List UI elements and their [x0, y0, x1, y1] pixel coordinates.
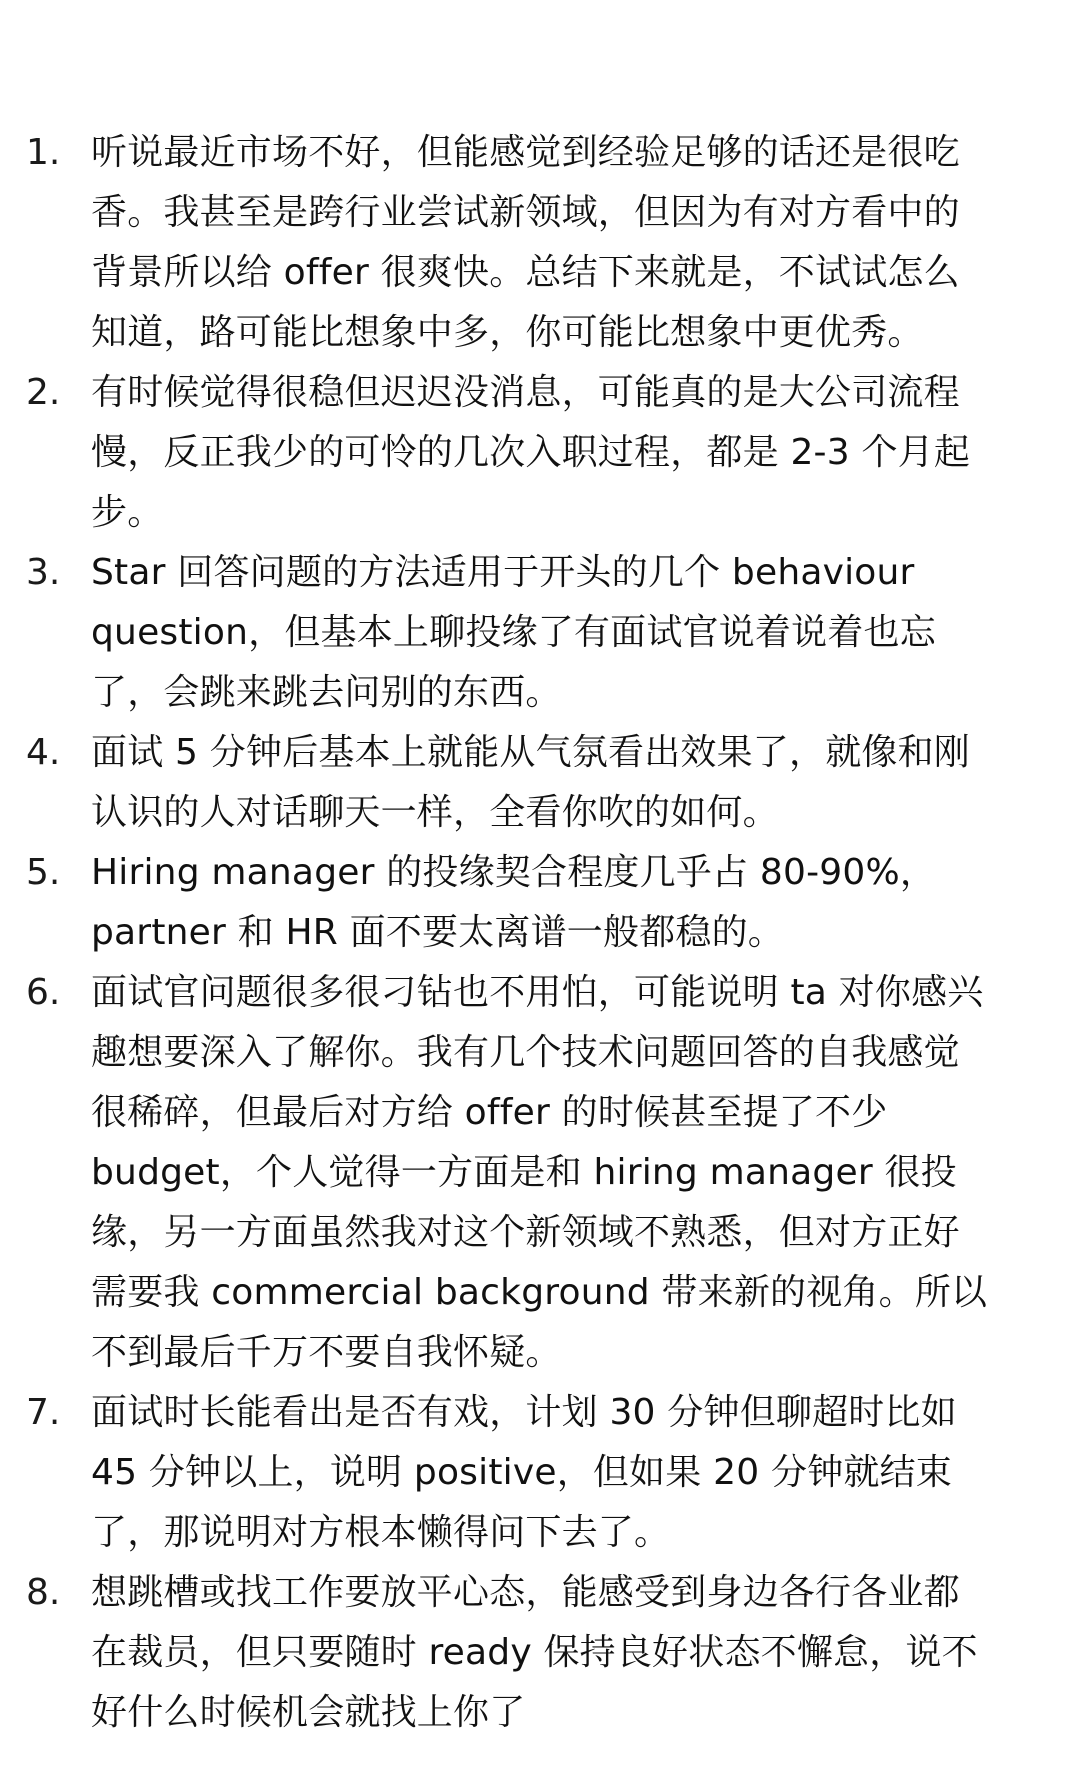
list-number: 4.: [26, 732, 61, 773]
list-item-line: partner 和 HR 面不要太离谱一般都稳的。: [91, 912, 785, 953]
list-item-line: 了，那说明对方根本懒得问下去了。: [91, 1512, 671, 1553]
list-item-line: Hiring manager 的投缘契合程度几乎占 80-90%，: [91, 852, 937, 893]
list-number: 6.: [26, 972, 61, 1013]
list-item-line: 背景所以给 offer 很爽快。总结下来就是，不试试怎么: [91, 252, 960, 293]
list-item-line: 步。: [91, 492, 164, 533]
list-number: 2.: [26, 372, 61, 413]
list-item-line: 趣想要深入了解你。我有几个技术问题回答的自我感觉: [91, 1032, 960, 1073]
list-item-line: 面试时长能看出是否有戏，计划 30 分钟但聊超时比如: [91, 1392, 957, 1433]
list-item-line: Star 回答问题的方法适用于开头的几个 behaviour: [91, 552, 915, 593]
list-item-line: 不到最后千万不要自我怀疑。: [91, 1332, 562, 1373]
list-item-line: 面试官问题很多很刁钻也不用怕，可能说明 ta 对你感兴: [91, 972, 984, 1013]
list-item-line: 想跳槽或找工作要放平心态，能感受到身边各行各业都: [91, 1572, 960, 1613]
list-item-line: 了，会跳来跳去问别的东西。: [91, 672, 562, 713]
list-item-line: 面试 5 分钟后基本上就能从气氛看出效果了，就像和刚: [91, 732, 970, 773]
list-item-line: 缘，另一方面虽然我对这个新领域不熟悉，但对方正好: [91, 1212, 960, 1253]
list-item-line: 认识的人对话聊天一样，全看你吹的如何。: [91, 792, 779, 833]
list-item-line: 好什么时候机会就找上你了: [91, 1692, 526, 1733]
list-item-line: 香。我甚至是跨行业尝试新领域，但因为有对方看中的: [91, 192, 960, 233]
list-item-line: 在裁员，但只要随时 ready 保持良好状态不懈怠，说不: [91, 1632, 978, 1673]
list-number: 3.: [26, 552, 61, 593]
list-item-line: budget，个人觉得一方面是和 hiring manager 很投: [91, 1152, 957, 1193]
list-number: 1.: [26, 132, 61, 173]
list-item-line: 慢，反正我少的可怜的几次入职过程，都是 2-3 个月起: [91, 432, 971, 473]
list-item-line: 很稀碎，但最后对方给 offer 的时候甚至提了不少: [91, 1092, 888, 1133]
list-number: 7.: [26, 1392, 61, 1433]
list-item-line: 需要我 commercial background 带来新的视角。所以: [91, 1272, 988, 1313]
list-item-line: question，但基本上聊投缘了有面试官说着说着也忘: [91, 612, 936, 653]
list-number: 8.: [26, 1572, 61, 1613]
list-item-line: 45 分钟以上，说明 positive，但如果 20 分钟就结束: [91, 1452, 952, 1493]
list-item-line: 有时候觉得很稳但迟迟没消息，可能真的是大公司流程: [91, 372, 960, 413]
list-item-line: 听说最近市场不好，但能感觉到经验足够的话还是很吃: [91, 132, 960, 173]
list-number: 5.: [26, 852, 61, 893]
list-item-line: 知道，路可能比想象中多，你可能比想象中更优秀。: [91, 312, 924, 353]
